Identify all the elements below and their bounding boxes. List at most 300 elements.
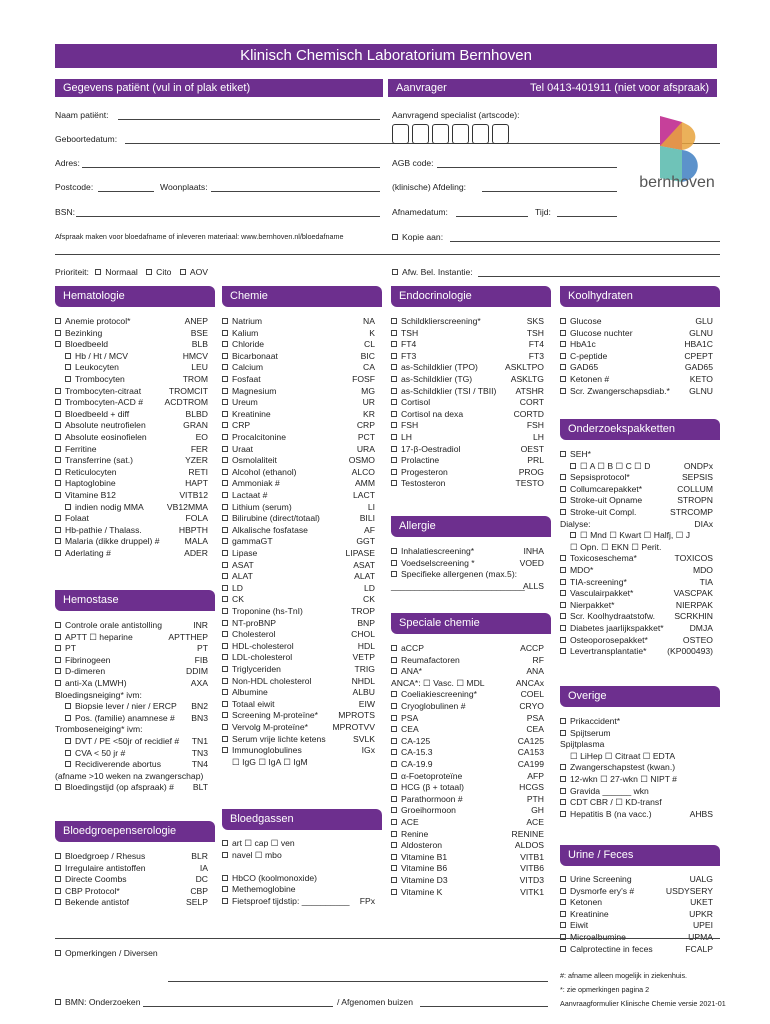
list-item[interactable] xyxy=(391,420,544,432)
checkbox[interactable] xyxy=(391,842,397,848)
checkbox[interactable] xyxy=(391,807,397,813)
list-item[interactable] xyxy=(391,794,544,806)
list-item[interactable] xyxy=(222,583,375,595)
dept-inst-field[interactable] xyxy=(478,276,720,277)
list-item[interactable] xyxy=(55,713,208,725)
list-item[interactable] xyxy=(222,618,375,630)
checkbox[interactable] xyxy=(55,527,61,533)
agb-field[interactable] xyxy=(437,167,617,168)
checkbox[interactable] xyxy=(222,330,228,336)
list-item[interactable] xyxy=(560,577,713,589)
code-box-3[interactable] xyxy=(432,124,449,144)
list-item[interactable] xyxy=(560,897,713,909)
checkbox[interactable] xyxy=(560,811,566,817)
list-item[interactable] xyxy=(560,611,713,623)
checkbox[interactable] xyxy=(222,376,228,382)
checkbox[interactable] xyxy=(222,852,228,858)
code-box-4[interactable] xyxy=(452,124,469,144)
list-item[interactable] xyxy=(55,339,208,351)
list-item[interactable] xyxy=(222,490,375,502)
list-item[interactable] xyxy=(55,536,208,548)
list-item[interactable] xyxy=(391,724,544,736)
list-item[interactable] xyxy=(222,896,375,908)
checkbox[interactable] xyxy=(391,668,397,674)
list-item[interactable] xyxy=(55,863,208,875)
list-item[interactable] xyxy=(222,420,375,432)
checkbox[interactable] xyxy=(391,341,397,347)
checkbox[interactable] xyxy=(391,761,397,767)
checkbox[interactable] xyxy=(222,422,228,428)
remarks-line[interactable] xyxy=(168,981,548,982)
checkbox[interactable] xyxy=(222,701,228,707)
checkbox[interactable] xyxy=(560,341,566,347)
checkbox[interactable] xyxy=(222,678,228,684)
list-item[interactable] xyxy=(222,594,375,606)
list-item[interactable] xyxy=(391,771,544,783)
checkbox[interactable] xyxy=(391,749,397,755)
list-item[interactable] xyxy=(55,748,208,760)
checkbox[interactable] xyxy=(222,840,228,846)
checkbox[interactable] xyxy=(391,854,397,860)
list-item[interactable] xyxy=(560,944,713,956)
checkbox[interactable] xyxy=(55,469,61,475)
list-item[interactable] xyxy=(391,362,544,374)
list-item[interactable] xyxy=(560,507,713,519)
list-item[interactable] xyxy=(560,920,713,932)
list-item[interactable] xyxy=(391,478,544,490)
checkbox[interactable] xyxy=(55,434,61,440)
checkbox[interactable] xyxy=(222,585,228,591)
list-item[interactable] xyxy=(560,472,713,484)
list-item[interactable] xyxy=(55,351,208,363)
checkbox[interactable] xyxy=(391,738,397,744)
checkbox[interactable] xyxy=(560,934,566,940)
list-item[interactable] xyxy=(222,734,375,746)
list-item[interactable] xyxy=(391,432,544,444)
checkbox[interactable] xyxy=(570,532,576,538)
checkbox[interactable] xyxy=(222,446,228,452)
time-field[interactable] xyxy=(557,216,617,217)
list-item[interactable] xyxy=(55,478,208,490)
list-item[interactable] xyxy=(391,455,544,467)
checkbox[interactable] xyxy=(560,388,566,394)
list-item[interactable] xyxy=(391,817,544,829)
checkbox[interactable] xyxy=(391,571,397,577)
date-field[interactable] xyxy=(456,216,528,217)
list-item[interactable] xyxy=(55,701,208,713)
list-item[interactable] xyxy=(391,316,544,328)
list-item[interactable] xyxy=(55,643,208,655)
checkbox[interactable] xyxy=(65,504,71,510)
checkbox[interactable] xyxy=(222,457,228,463)
checkbox[interactable] xyxy=(560,509,566,515)
checkbox[interactable] xyxy=(222,654,228,660)
list-item[interactable] xyxy=(55,874,208,886)
list-item[interactable] xyxy=(560,874,713,886)
list-item[interactable] xyxy=(560,461,713,473)
list-item[interactable] xyxy=(391,467,544,479)
list-item[interactable] xyxy=(222,676,375,688)
checkbox[interactable] xyxy=(55,888,61,894)
list-item[interactable] xyxy=(222,374,375,386)
afgenomen-field[interactable] xyxy=(420,1006,548,1007)
list-item[interactable] xyxy=(222,548,375,560)
copy-field[interactable] xyxy=(450,241,720,242)
checkbox[interactable] xyxy=(222,724,228,730)
city-field[interactable] xyxy=(211,191,380,192)
list-item[interactable] xyxy=(560,797,713,809)
checkbox[interactable] xyxy=(560,602,566,608)
list-item[interactable] xyxy=(222,478,375,490)
checkbox[interactable] xyxy=(222,399,228,405)
checkbox[interactable] xyxy=(55,515,61,521)
list-item[interactable] xyxy=(222,710,375,722)
list-item[interactable] xyxy=(391,569,544,581)
list-item[interactable] xyxy=(560,386,713,398)
checkbox[interactable] xyxy=(391,457,397,463)
checkbox[interactable] xyxy=(222,712,228,718)
list-item[interactable] xyxy=(55,632,208,644)
list-item[interactable] xyxy=(391,558,544,570)
list-item[interactable] xyxy=(560,328,713,340)
list-item[interactable] xyxy=(391,829,544,841)
checkbox[interactable] xyxy=(55,668,61,674)
checkbox[interactable] xyxy=(55,899,61,905)
address-field[interactable] xyxy=(82,167,380,168)
list-item[interactable] xyxy=(391,852,544,864)
list-item[interactable] xyxy=(222,664,375,676)
checkbox[interactable] xyxy=(391,422,397,428)
checkbox[interactable] xyxy=(65,353,71,359)
list-item[interactable] xyxy=(222,571,375,583)
list-item[interactable] xyxy=(391,386,544,398)
list-item[interactable] xyxy=(560,316,713,328)
checkbox[interactable] xyxy=(65,761,71,767)
checkbox[interactable] xyxy=(570,463,576,469)
list-item[interactable] xyxy=(560,635,713,647)
list-item[interactable] xyxy=(391,782,544,794)
checkbox[interactable] xyxy=(560,613,566,619)
checkbox[interactable] xyxy=(560,718,566,724)
checkbox[interactable] xyxy=(560,353,566,359)
checkbox[interactable] xyxy=(560,486,566,492)
list-item[interactable] xyxy=(55,678,208,690)
checkbox[interactable] xyxy=(391,703,397,709)
checkbox[interactable] xyxy=(560,788,566,794)
checkbox[interactable] xyxy=(222,747,228,753)
remarks-checkbox[interactable] xyxy=(55,950,61,956)
list-item[interactable] xyxy=(222,386,375,398)
checkbox[interactable] xyxy=(55,657,61,663)
list-item[interactable] xyxy=(560,716,713,728)
list-item[interactable] xyxy=(391,351,544,363)
checkbox[interactable] xyxy=(65,715,71,721)
list-item[interactable] xyxy=(55,548,208,560)
checkbox[interactable] xyxy=(391,831,397,837)
list-item[interactable] xyxy=(222,455,375,467)
checkbox[interactable] xyxy=(222,550,228,556)
list-item[interactable] xyxy=(391,666,544,678)
checkbox[interactable] xyxy=(55,457,61,463)
list-item[interactable] xyxy=(222,513,375,525)
list-item[interactable] xyxy=(55,316,208,328)
list-item[interactable] xyxy=(55,525,208,537)
list-item[interactable] xyxy=(222,316,375,328)
checkbox[interactable] xyxy=(560,922,566,928)
checkbox[interactable] xyxy=(222,886,228,892)
checkbox[interactable] xyxy=(391,819,397,825)
list-item[interactable] xyxy=(391,805,544,817)
code-box-2[interactable] xyxy=(412,124,429,144)
checkbox[interactable] xyxy=(560,888,566,894)
checkbox[interactable] xyxy=(560,451,566,457)
list-item[interactable] xyxy=(560,553,713,565)
list-item[interactable] xyxy=(391,374,544,386)
list-item[interactable] xyxy=(222,536,375,548)
checkbox[interactable] xyxy=(222,515,228,521)
checkbox[interactable] xyxy=(391,364,397,370)
checkbox[interactable] xyxy=(222,631,228,637)
list-item[interactable] xyxy=(560,530,713,542)
checkbox[interactable] xyxy=(391,399,397,405)
list-item[interactable] xyxy=(560,646,713,658)
list-item[interactable] xyxy=(222,629,375,641)
checkbox[interactable] xyxy=(391,330,397,336)
list-item[interactable] xyxy=(222,560,375,572)
checkbox[interactable] xyxy=(391,560,397,566)
list-item[interactable] xyxy=(55,420,208,432)
checkbox[interactable] xyxy=(222,573,228,579)
checkbox[interactable] xyxy=(55,538,61,544)
list-item[interactable] xyxy=(560,495,713,507)
list-item[interactable] xyxy=(222,339,375,351)
checkbox[interactable] xyxy=(391,318,397,324)
list-item[interactable] xyxy=(391,701,544,713)
list-item[interactable] xyxy=(55,432,208,444)
list-item[interactable] xyxy=(391,747,544,759)
list-item[interactable] xyxy=(391,887,544,899)
checkbox[interactable] xyxy=(55,634,61,640)
list-item[interactable] xyxy=(560,809,713,821)
list-item[interactable] xyxy=(222,432,375,444)
list-item[interactable] xyxy=(222,699,375,711)
list-item[interactable] xyxy=(391,875,544,887)
list-item[interactable] xyxy=(560,762,713,774)
list-item[interactable] xyxy=(55,374,208,386)
list-item[interactable] xyxy=(55,362,208,374)
checkbox[interactable] xyxy=(391,645,397,651)
list-item[interactable] xyxy=(55,467,208,479)
list-item[interactable] xyxy=(560,362,713,374)
list-item[interactable] xyxy=(391,840,544,852)
checkbox[interactable] xyxy=(222,434,228,440)
checkbox[interactable] xyxy=(222,689,228,695)
list-item[interactable] xyxy=(55,386,208,398)
checkbox[interactable] xyxy=(391,726,397,732)
checkbox[interactable] xyxy=(560,318,566,324)
checkbox[interactable] xyxy=(391,715,397,721)
checkbox[interactable] xyxy=(222,538,228,544)
list-item[interactable] xyxy=(55,759,208,771)
code-box-1[interactable] xyxy=(392,124,409,144)
dept-inst-checkbox[interactable] xyxy=(392,269,398,275)
checkbox[interactable] xyxy=(222,736,228,742)
checkbox[interactable] xyxy=(560,776,566,782)
checkbox[interactable] xyxy=(560,330,566,336)
checkbox[interactable] xyxy=(560,648,566,654)
checkbox[interactable] xyxy=(391,865,397,871)
checkbox[interactable] xyxy=(55,784,61,790)
list-item[interactable] xyxy=(55,513,208,525)
checkbox[interactable] xyxy=(65,376,71,382)
checkbox[interactable] xyxy=(55,411,61,417)
checkbox[interactable] xyxy=(55,492,61,498)
checkbox[interactable] xyxy=(560,579,566,585)
checkbox[interactable] xyxy=(65,703,71,709)
list-item[interactable] xyxy=(391,736,544,748)
list-item[interactable] xyxy=(391,713,544,725)
checkbox[interactable] xyxy=(391,434,397,440)
list-item[interactable] xyxy=(222,641,375,653)
checkbox[interactable] xyxy=(560,364,566,370)
checkbox[interactable] xyxy=(55,446,61,452)
checkbox[interactable] xyxy=(222,353,228,359)
checkbox[interactable] xyxy=(55,341,61,347)
checkbox[interactable] xyxy=(222,527,228,533)
list-item[interactable] xyxy=(560,374,713,386)
list-item[interactable] xyxy=(55,455,208,467)
list-item[interactable] xyxy=(222,444,375,456)
list-item[interactable] xyxy=(55,328,208,340)
checkbox[interactable] xyxy=(222,596,228,602)
list-item[interactable] xyxy=(55,409,208,421)
list-item[interactable] xyxy=(391,328,544,340)
checkbox[interactable] xyxy=(560,899,566,905)
checkbox[interactable] xyxy=(55,876,61,882)
list-item[interactable] xyxy=(222,884,375,896)
checkbox[interactable] xyxy=(391,877,397,883)
checkbox[interactable] xyxy=(222,504,228,510)
list-item[interactable] xyxy=(222,652,375,664)
checkbox[interactable] xyxy=(391,469,397,475)
list-item[interactable] xyxy=(55,851,208,863)
checkbox[interactable] xyxy=(222,411,228,417)
checkbox[interactable] xyxy=(222,364,228,370)
list-item[interactable] xyxy=(222,467,375,479)
checkbox[interactable] xyxy=(55,645,61,651)
list-item[interactable] xyxy=(560,588,713,600)
list-item[interactable] xyxy=(391,655,544,667)
list-item[interactable] xyxy=(222,838,375,850)
checkbox[interactable] xyxy=(55,680,61,686)
list-item[interactable] xyxy=(55,897,208,909)
checkbox[interactable] xyxy=(391,376,397,382)
checkbox[interactable] xyxy=(55,550,61,556)
checkbox[interactable] xyxy=(222,608,228,614)
checkbox[interactable] xyxy=(222,666,228,672)
checkbox[interactable] xyxy=(55,399,61,405)
checkbox[interactable] xyxy=(391,691,397,697)
checkbox[interactable] xyxy=(560,474,566,480)
list-item[interactable] xyxy=(55,655,208,667)
list-item[interactable] xyxy=(560,484,713,496)
checkbox[interactable] xyxy=(55,480,61,486)
checkbox[interactable] xyxy=(55,853,61,859)
list-item[interactable] xyxy=(560,600,713,612)
list-item[interactable] xyxy=(222,850,375,862)
copy-checkbox[interactable] xyxy=(392,234,398,240)
checkbox[interactable] xyxy=(222,898,228,904)
list-item[interactable] xyxy=(222,502,375,514)
checkbox[interactable] xyxy=(65,750,71,756)
list-item[interactable] xyxy=(391,444,544,456)
checkbox[interactable] xyxy=(391,411,397,417)
bsn-field[interactable] xyxy=(76,216,380,217)
checkbox[interactable] xyxy=(222,341,228,347)
checkbox[interactable] xyxy=(560,764,566,770)
checkbox[interactable] xyxy=(65,738,71,744)
name-field[interactable] xyxy=(118,119,380,120)
checkbox[interactable] xyxy=(560,625,566,631)
list-item[interactable] xyxy=(391,409,544,421)
checkbox[interactable] xyxy=(391,784,397,790)
postcode-field[interactable] xyxy=(98,191,154,192)
checkbox[interactable] xyxy=(55,388,61,394)
list-item[interactable] xyxy=(391,759,544,771)
cito-checkbox[interactable] xyxy=(146,269,152,275)
checkbox[interactable] xyxy=(391,548,397,554)
list-item[interactable] xyxy=(391,863,544,875)
list-item[interactable] xyxy=(222,745,375,757)
list-item[interactable] xyxy=(560,728,713,740)
list-item[interactable] xyxy=(55,502,208,514)
checkbox[interactable] xyxy=(222,562,228,568)
list-item[interactable] xyxy=(560,886,713,898)
checkbox[interactable] xyxy=(222,643,228,649)
checkbox[interactable] xyxy=(55,622,61,628)
checkbox[interactable] xyxy=(560,497,566,503)
list-item[interactable] xyxy=(222,606,375,618)
list-item[interactable] xyxy=(560,339,713,351)
list-item[interactable] xyxy=(222,687,375,699)
checkbox[interactable] xyxy=(391,657,397,663)
list-item[interactable] xyxy=(55,397,208,409)
checkbox[interactable] xyxy=(560,637,566,643)
checkbox[interactable] xyxy=(55,318,61,324)
list-item[interactable] xyxy=(55,666,208,678)
list-item[interactable] xyxy=(560,351,713,363)
list-item[interactable] xyxy=(55,886,208,898)
checkbox[interactable] xyxy=(222,318,228,324)
list-item[interactable] xyxy=(55,620,208,632)
aov-checkbox[interactable] xyxy=(180,269,186,275)
bmn-checkbox[interactable] xyxy=(55,999,61,1005)
list-item[interactable] xyxy=(391,339,544,351)
checkbox[interactable] xyxy=(65,364,71,370)
checkbox[interactable] xyxy=(560,567,566,573)
list-item[interactable] xyxy=(222,328,375,340)
list-item[interactable] xyxy=(391,689,544,701)
list-item[interactable] xyxy=(560,449,713,461)
list-item[interactable] xyxy=(391,546,544,558)
checkbox[interactable] xyxy=(391,388,397,394)
dept-field[interactable] xyxy=(482,191,617,192)
checkbox[interactable] xyxy=(560,730,566,736)
code-box-5[interactable] xyxy=(472,124,489,144)
checkbox[interactable] xyxy=(222,492,228,498)
code-box-6[interactable] xyxy=(492,124,509,144)
checkbox[interactable] xyxy=(391,353,397,359)
